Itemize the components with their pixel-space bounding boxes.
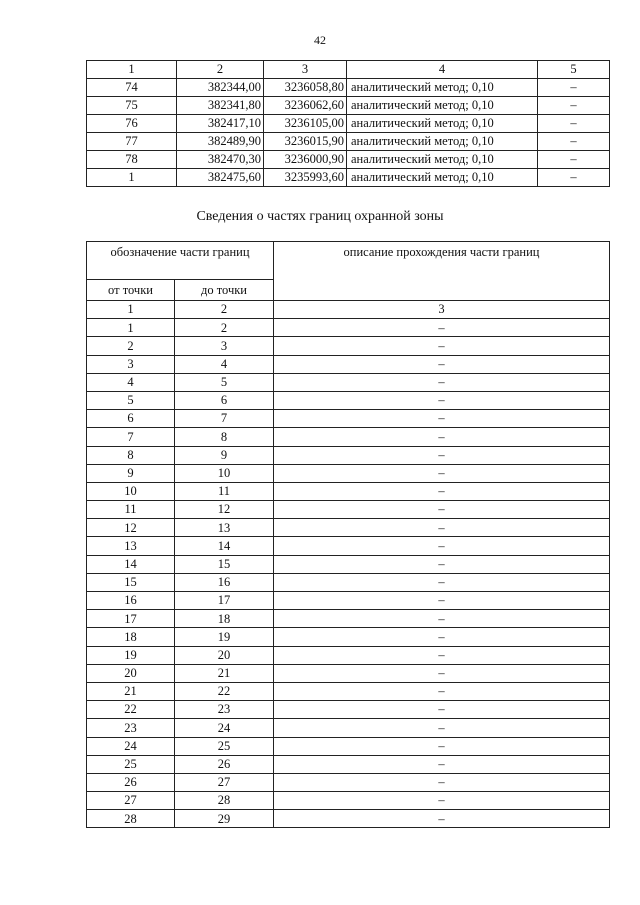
point-number-cell: 74 <box>87 79 177 97</box>
to-point-cell: 20 <box>175 646 274 664</box>
from-point-cell: 27 <box>87 792 175 810</box>
description-cell: – <box>274 446 610 464</box>
description-cell: – <box>274 373 610 391</box>
column-numbering-row <box>87 301 610 319</box>
x-coordinate-cell: 382470,30 <box>177 151 264 169</box>
from-point-cell: 19 <box>87 646 175 664</box>
from-point-cell: 22 <box>87 701 175 719</box>
to-point-cell: 28 <box>175 792 274 810</box>
to-point-cell: 7 <box>175 410 274 428</box>
to-point-cell: 22 <box>175 682 274 700</box>
column-number: 1 <box>87 301 175 319</box>
column-header: 2 <box>177 61 264 79</box>
to-point-cell: 5 <box>175 373 274 391</box>
y-coordinate-cell: 3235993,60 <box>264 169 347 187</box>
to-point-cell: 19 <box>175 628 274 646</box>
table-row <box>87 628 610 646</box>
method-cell: аналитический метод; 0,10 <box>347 133 538 151</box>
table-row <box>87 737 610 755</box>
from-point-cell: 7 <box>87 428 175 446</box>
table-row <box>87 79 610 97</box>
to-point-cell: 21 <box>175 664 274 682</box>
table-row <box>87 97 610 115</box>
method-cell: аналитический метод; 0,10 <box>347 115 538 133</box>
description-cell: – <box>274 501 610 519</box>
to-point-cell: 24 <box>175 719 274 737</box>
to-point-cell: 12 <box>175 501 274 519</box>
to-point-cell: 14 <box>175 537 274 555</box>
from-point-cell: 23 <box>87 719 175 737</box>
description-cell: – <box>274 319 610 337</box>
from-point-cell: 10 <box>87 482 175 500</box>
to-point-cell: 26 <box>175 755 274 773</box>
from-point-cell: 1 <box>87 319 175 337</box>
description-cell: – <box>274 610 610 628</box>
table-row <box>87 719 610 737</box>
note-cell: – <box>538 169 610 187</box>
to-point-cell: 4 <box>175 355 274 373</box>
from-point-cell: 25 <box>87 755 175 773</box>
from-point-cell: 28 <box>87 810 175 828</box>
x-coordinate-cell: 382344,00 <box>177 79 264 97</box>
header-part-designation: обозначение части границ <box>87 242 274 280</box>
table-row <box>87 682 610 700</box>
method-cell: аналитический метод; 0,10 <box>347 151 538 169</box>
page-number: 42 <box>314 33 326 47</box>
table-row <box>87 519 610 537</box>
from-point-cell: 8 <box>87 446 175 464</box>
table-row <box>87 373 610 391</box>
description-cell: – <box>274 737 610 755</box>
from-point-cell: 20 <box>87 664 175 682</box>
table-row <box>87 810 610 828</box>
from-point-cell: 14 <box>87 555 175 573</box>
to-point-cell: 2 <box>175 319 274 337</box>
table-row <box>87 115 610 133</box>
description-cell: – <box>274 701 610 719</box>
note-cell: – <box>538 151 610 169</box>
description-cell: – <box>274 573 610 591</box>
description-cell: – <box>274 428 610 446</box>
to-point-cell: 3 <box>175 337 274 355</box>
point-number-cell: 78 <box>87 151 177 169</box>
description-cell: – <box>274 519 610 537</box>
x-coordinate-cell: 382341,80 <box>177 97 264 115</box>
to-point-cell: 11 <box>175 482 274 500</box>
x-coordinate-cell: 382489,90 <box>177 133 264 151</box>
from-point-cell: 26 <box>87 773 175 791</box>
table-row <box>87 792 610 810</box>
table-row <box>87 169 610 187</box>
from-point-cell: 11 <box>87 501 175 519</box>
table-row <box>87 555 610 573</box>
y-coordinate-cell: 3236000,90 <box>264 151 347 169</box>
to-point-cell: 17 <box>175 592 274 610</box>
table-row <box>87 482 610 500</box>
boundary-parts-table <box>86 241 610 828</box>
to-point-cell: 27 <box>175 773 274 791</box>
note-cell: – <box>538 79 610 97</box>
to-point-cell: 15 <box>175 555 274 573</box>
table-row <box>87 537 610 555</box>
table-row <box>87 391 610 409</box>
method-cell: аналитический метод; 0,10 <box>347 79 538 97</box>
from-point-cell: 16 <box>87 592 175 610</box>
header-from-point: от точки <box>87 280 175 301</box>
y-coordinate-cell: 3236015,90 <box>264 133 347 151</box>
table-row <box>87 646 610 664</box>
table-row <box>87 701 610 719</box>
table-row <box>87 133 610 151</box>
column-header: 1 <box>87 61 177 79</box>
to-point-cell: 29 <box>175 810 274 828</box>
from-point-cell: 24 <box>87 737 175 755</box>
column-header: 4 <box>347 61 538 79</box>
table-row <box>87 410 610 428</box>
column-header: 3 <box>264 61 347 79</box>
from-point-cell: 2 <box>87 337 175 355</box>
description-cell: – <box>274 755 610 773</box>
description-cell: – <box>274 719 610 737</box>
description-cell: – <box>274 410 610 428</box>
table-row <box>87 464 610 482</box>
from-point-cell: 18 <box>87 628 175 646</box>
column-number: 3 <box>274 301 610 319</box>
to-point-cell: 25 <box>175 737 274 755</box>
to-point-cell: 13 <box>175 519 274 537</box>
x-coordinate-cell: 382417,10 <box>177 115 264 133</box>
to-point-cell: 23 <box>175 701 274 719</box>
description-cell: – <box>274 664 610 682</box>
column-number: 2 <box>175 301 274 319</box>
description-cell: – <box>274 592 610 610</box>
header-part-description: описание прохождения части границ <box>274 242 610 301</box>
y-coordinate-cell: 3236105,00 <box>264 115 347 133</box>
column-header: 5 <box>538 61 610 79</box>
table-row <box>87 773 610 791</box>
to-point-cell: 16 <box>175 573 274 591</box>
description-cell: – <box>274 792 610 810</box>
from-point-cell: 5 <box>87 391 175 409</box>
description-cell: – <box>274 537 610 555</box>
description-cell: – <box>274 810 610 828</box>
table-row <box>87 337 610 355</box>
description-cell: – <box>274 337 610 355</box>
to-point-cell: 10 <box>175 464 274 482</box>
from-point-cell: 6 <box>87 410 175 428</box>
table-header-row <box>87 61 610 79</box>
from-point-cell: 13 <box>87 537 175 555</box>
from-point-cell: 3 <box>87 355 175 373</box>
table-row <box>87 610 610 628</box>
table-row <box>87 151 610 169</box>
section-title: Сведения о частях границ охранной зоны <box>196 209 444 224</box>
coordinates-table <box>86 60 610 187</box>
table-row <box>87 592 610 610</box>
to-point-cell: 18 <box>175 610 274 628</box>
table-row <box>87 755 610 773</box>
point-number-cell: 75 <box>87 97 177 115</box>
from-point-cell: 17 <box>87 610 175 628</box>
description-cell: – <box>274 391 610 409</box>
description-cell: – <box>274 628 610 646</box>
table-row <box>87 428 610 446</box>
x-coordinate-cell: 382475,60 <box>177 169 264 187</box>
to-point-cell: 6 <box>175 391 274 409</box>
note-cell: – <box>538 97 610 115</box>
description-cell: – <box>274 464 610 482</box>
to-point-cell: 8 <box>175 428 274 446</box>
point-number-cell: 1 <box>87 169 177 187</box>
point-number-cell: 76 <box>87 115 177 133</box>
from-point-cell: 9 <box>87 464 175 482</box>
description-cell: – <box>274 555 610 573</box>
table-row <box>87 319 610 337</box>
to-point-cell: 9 <box>175 446 274 464</box>
table-row <box>87 446 610 464</box>
y-coordinate-cell: 3236062,60 <box>264 97 347 115</box>
y-coordinate-cell: 3236058,80 <box>264 79 347 97</box>
from-point-cell: 15 <box>87 573 175 591</box>
from-point-cell: 4 <box>87 373 175 391</box>
point-number-cell: 77 <box>87 133 177 151</box>
description-cell: – <box>274 773 610 791</box>
description-cell: – <box>274 646 610 664</box>
description-cell: – <box>274 355 610 373</box>
table-row <box>87 501 610 519</box>
method-cell: аналитический метод; 0,10 <box>347 169 538 187</box>
table-row <box>87 573 610 591</box>
description-cell: – <box>274 682 610 700</box>
note-cell: – <box>538 133 610 151</box>
table-row <box>87 355 610 373</box>
table-header-row <box>87 242 610 280</box>
from-point-cell: 12 <box>87 519 175 537</box>
table-row <box>87 664 610 682</box>
method-cell: аналитический метод; 0,10 <box>347 97 538 115</box>
from-point-cell: 21 <box>87 682 175 700</box>
description-cell: – <box>274 482 610 500</box>
header-to-point: до точки <box>175 280 274 301</box>
note-cell: – <box>538 115 610 133</box>
